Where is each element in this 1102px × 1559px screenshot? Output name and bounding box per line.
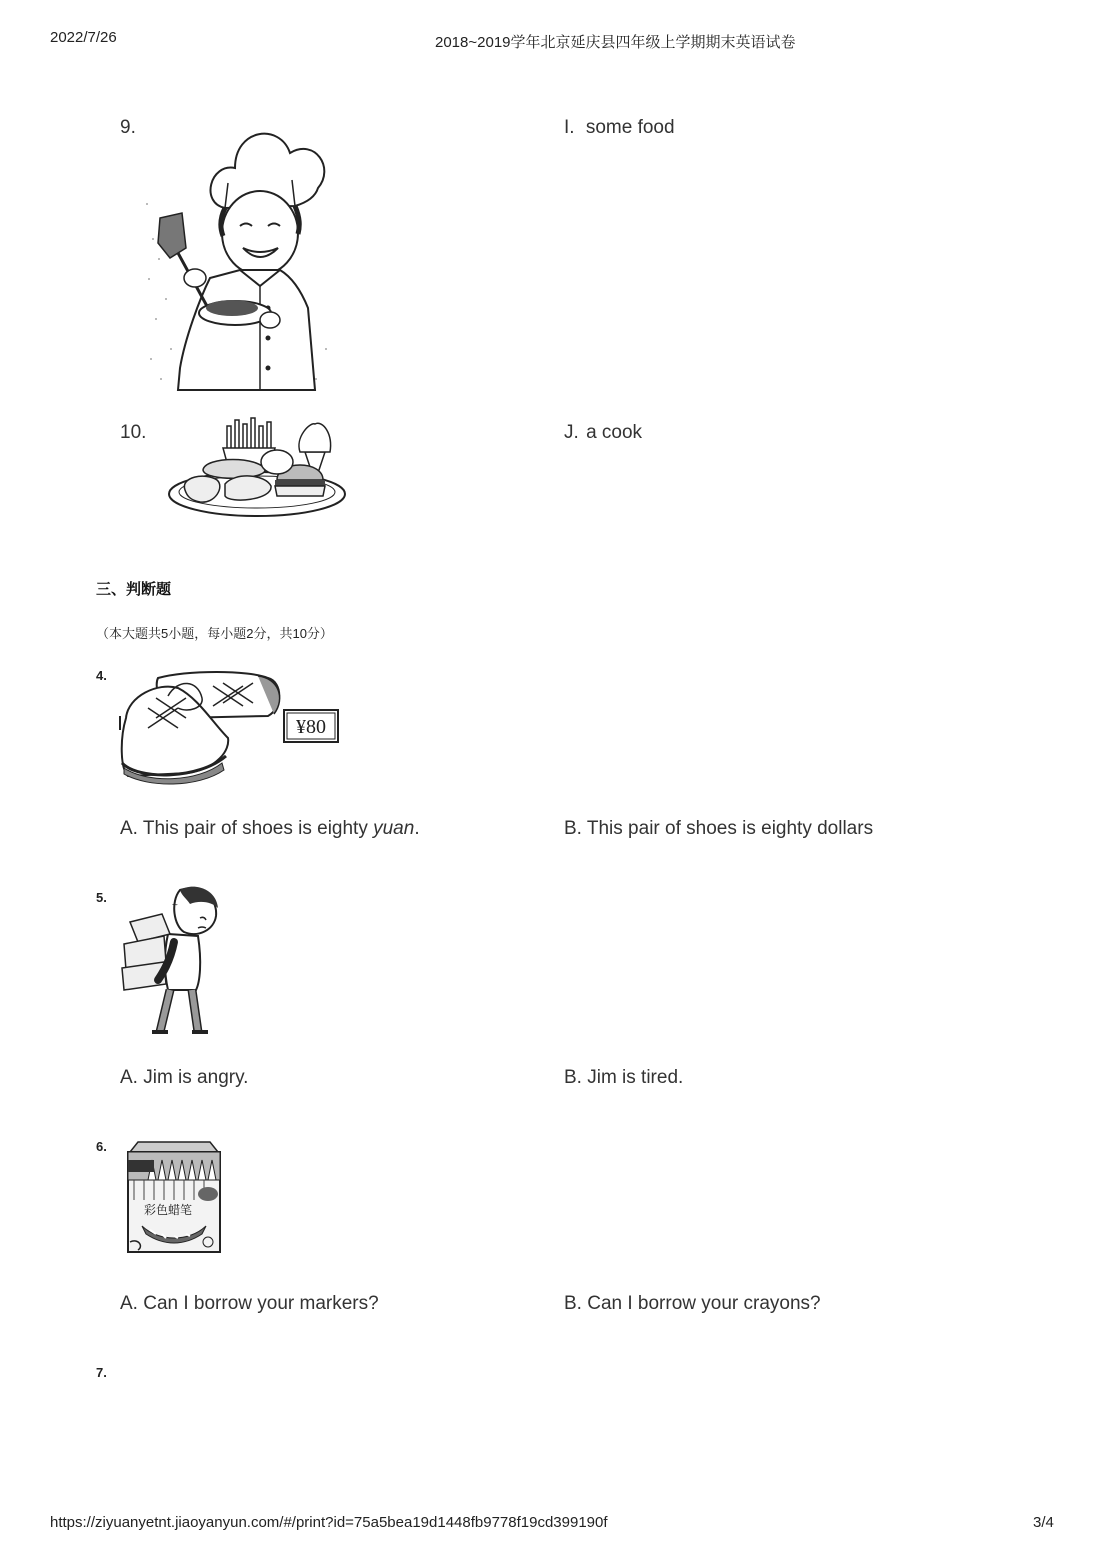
matching-option-j-text: a cook — [586, 422, 643, 443]
question-6-number: 6. — [96, 1139, 107, 1154]
question-7-number: 7. — [96, 1365, 107, 1380]
food-plate-illustration — [165, 412, 350, 522]
question-5-number: 5. — [96, 890, 107, 905]
crayon-box-illustration — [124, 1138, 224, 1256]
question-6-option-b[interactable]: B. Can I borrow your crayons? — [564, 1293, 821, 1314]
section-note: （本大题共5小题，每小题2分，共10分） — [96, 626, 333, 641]
question-5-option-a[interactable]: A. Jim is angry. — [120, 1067, 249, 1088]
question-4-option-a-suffix: . — [414, 818, 420, 839]
question-6-option-a[interactable]: A. Can I borrow your markers? — [120, 1293, 379, 1314]
matching-option-i-letter: I. — [564, 117, 575, 138]
sneakers-price-illustration — [118, 668, 343, 786]
matching-option-i-text: some food — [585, 117, 675, 138]
matching-item-10-number: 10. — [120, 422, 147, 443]
footer-url: https://ziyuanyetnt.jiaoyanyun.com/#/print?id=75a5bea19d1448fb9778f19cd399190f — [50, 1514, 608, 1531]
footer-page-number: 3/4 — [1033, 1514, 1054, 1531]
price-tag-text: ¥80 — [296, 716, 326, 738]
matching-item-9-number: 9. — [120, 117, 136, 138]
boy-carrying-boxes-illustration — [118, 882, 223, 1037]
matching-option-i — [564, 117, 675, 139]
svg-text:~: ~ — [172, 900, 178, 911]
matching-option-j-letter: J. — [564, 422, 579, 443]
chef-illustration — [140, 108, 340, 398]
section-title: 三、判断题 — [96, 581, 172, 598]
question-5-option-b[interactable]: B. Jim is tired. — [564, 1067, 684, 1088]
document-title: 2018~2019学年北京延庆县四年级上学期期末英语试卷 — [435, 34, 796, 51]
question-4-option-a-text: A. This pair of shoes is eighty — [120, 818, 374, 839]
print-date: 2022/7/26 — [50, 29, 117, 46]
question-4-option-a-italic: yuan — [373, 818, 415, 839]
matching-option-j — [564, 422, 642, 444]
question-4-option-b[interactable]: B. This pair of shoes is eighty dollars — [564, 818, 874, 839]
question-4-number: 4. — [96, 668, 107, 683]
question-4-option-a[interactable] — [120, 818, 420, 840]
crayon-box-label: 彩色蜡笔 — [143, 1203, 193, 1217]
